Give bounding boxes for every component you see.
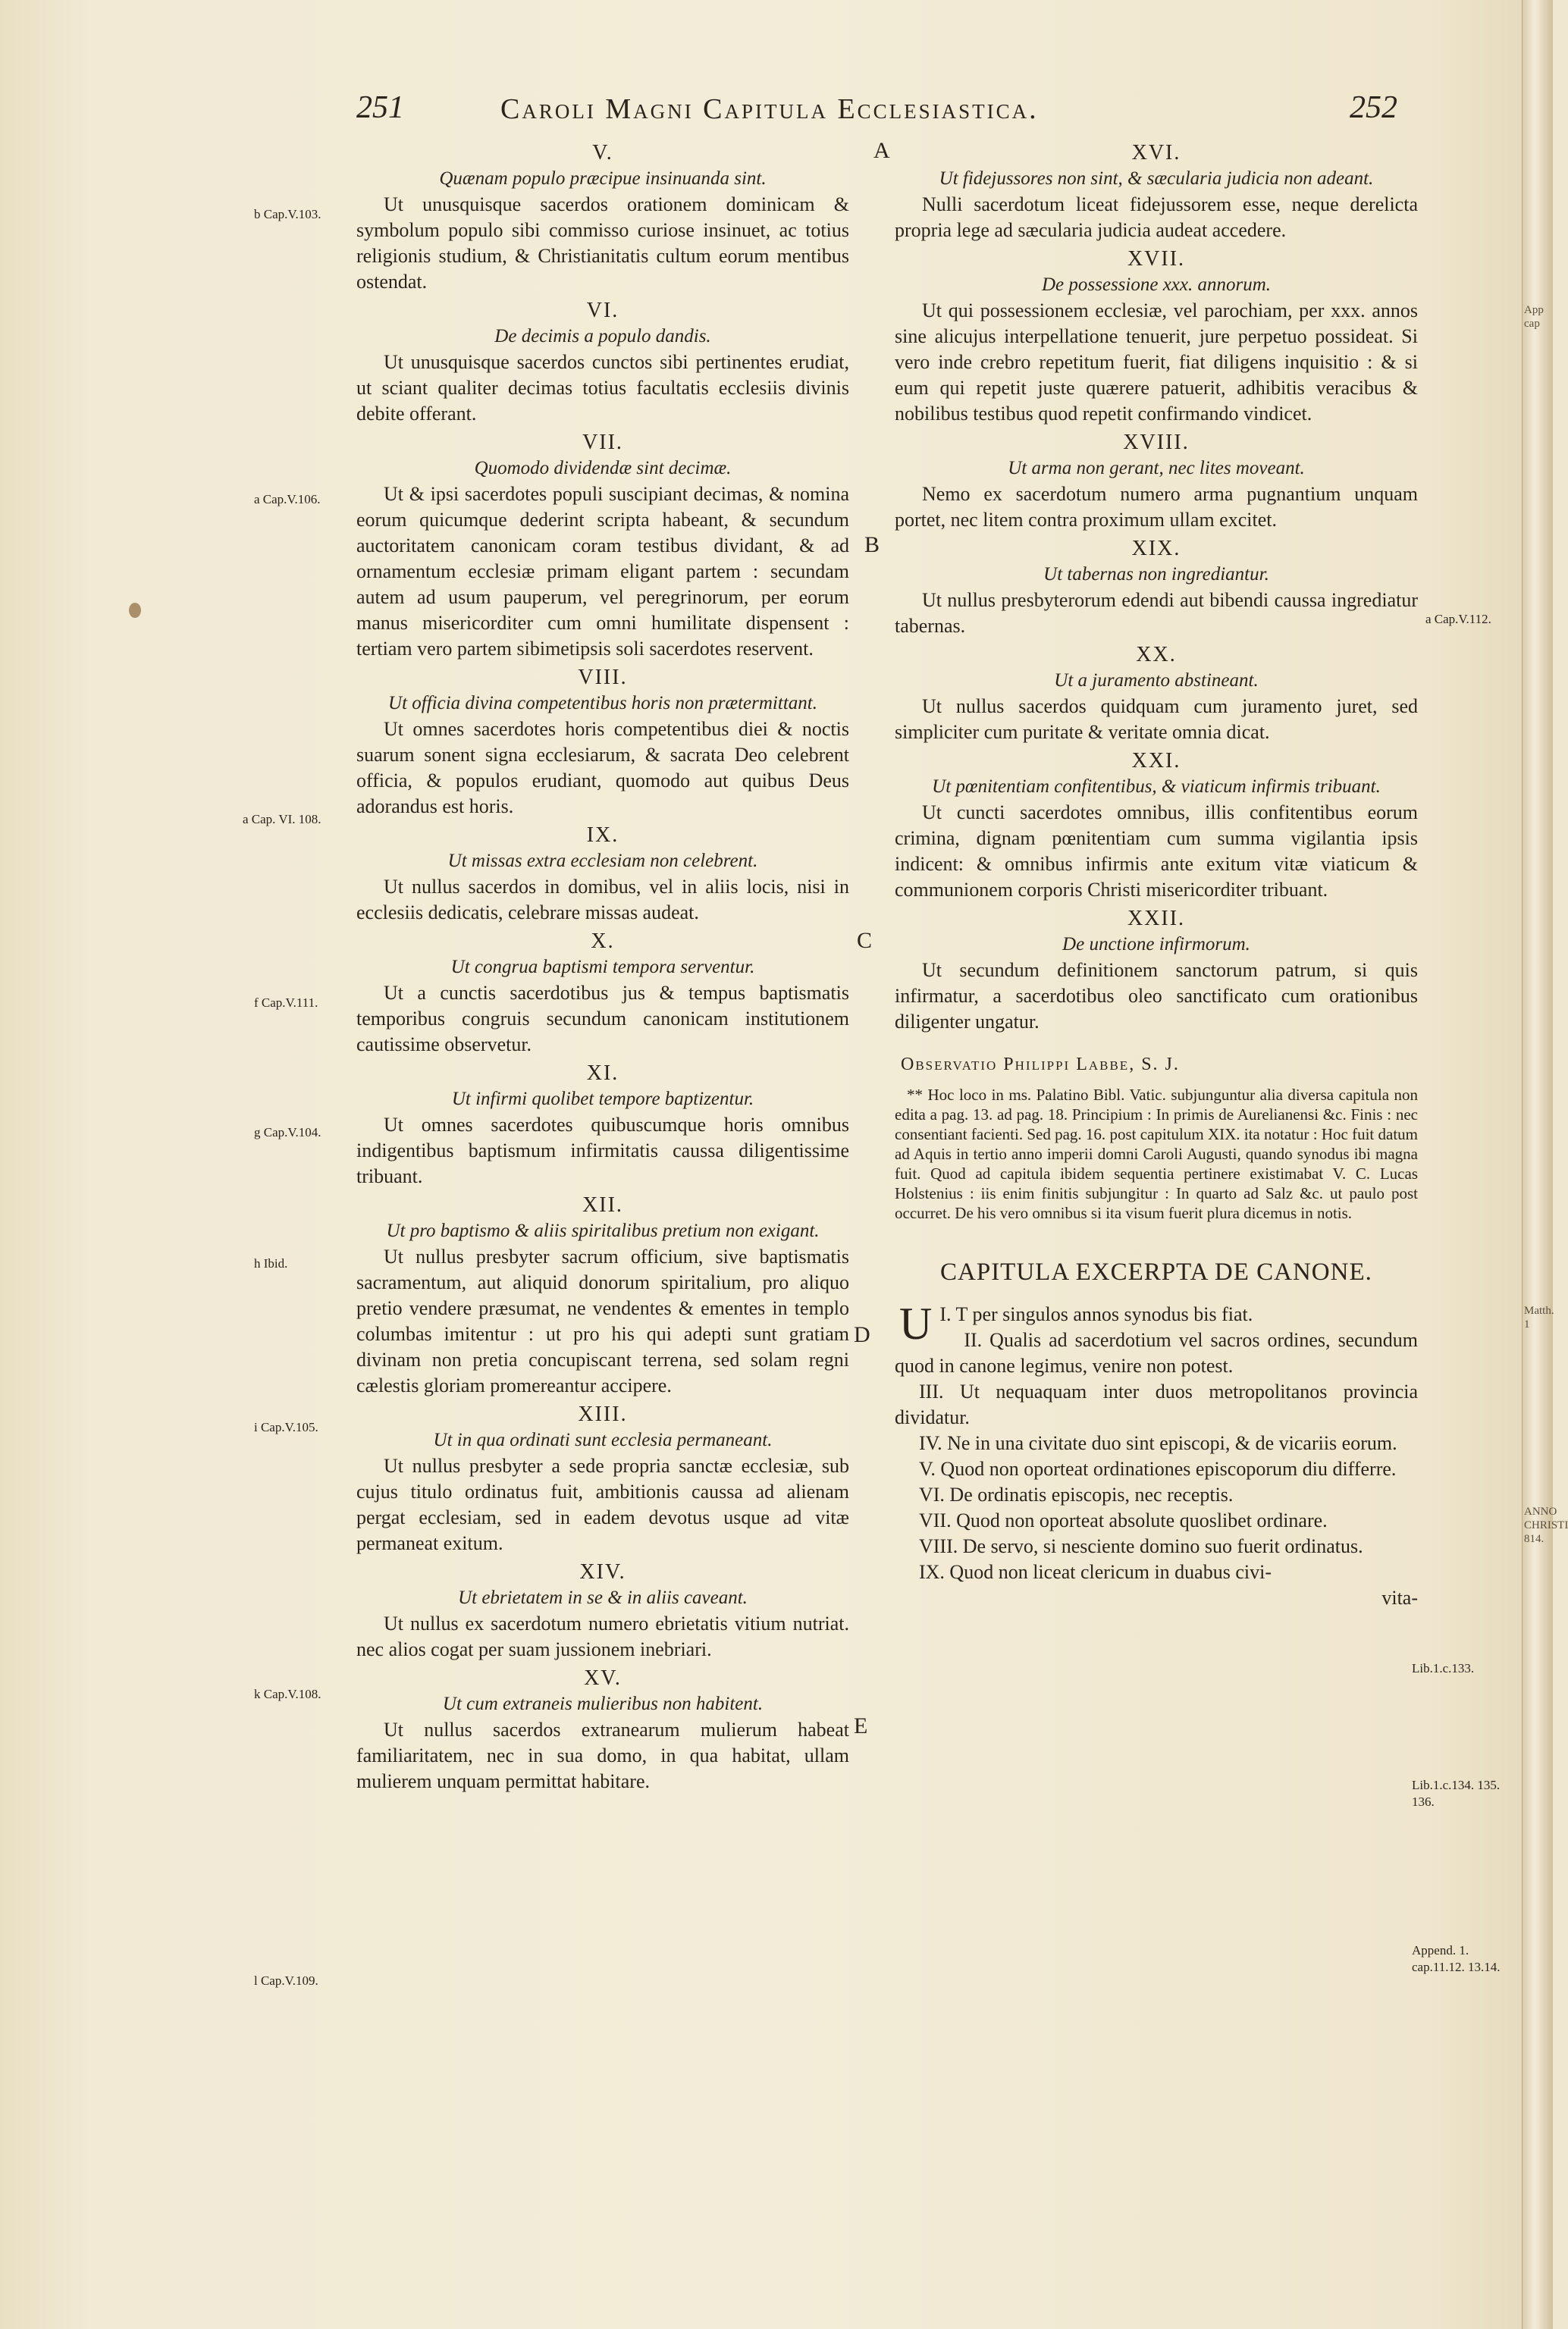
chapter-title: Ut a juramento abstineant. bbox=[1054, 670, 1259, 691]
excerpta-item: III. Ut nequaquam inter duos metropolitanos provincia dividatur. bbox=[895, 1381, 1418, 1428]
chapter-title: Ut officia divina competentibus horis non prætermittant. bbox=[388, 693, 817, 713]
chapter-number: XI. bbox=[586, 1061, 619, 1085]
margin-reference: a Cap. VI. 108. bbox=[243, 812, 321, 826]
chapter-viii bbox=[356, 665, 849, 820]
chapter-vi bbox=[356, 298, 849, 427]
excerpta-item: VI. De ordinatis episcopis, nec receptis. bbox=[919, 1484, 1234, 1506]
chapter-title: Quomodo dividendæ sint decimæ. bbox=[474, 458, 732, 478]
edge-fragment: ANNO CHRISTI 814. bbox=[1524, 1506, 1568, 1545]
chapter-title: Ut cum extraneis mulieribus non habitent. bbox=[442, 1694, 764, 1714]
excerpta-heading: CAPITULA EXCERPTA DE CANONE. bbox=[940, 1259, 1372, 1286]
section-letter-b: B bbox=[864, 532, 880, 557]
excerpta-list bbox=[895, 1299, 1418, 1611]
chapter-text: Ut nullus presbyterorum edendi aut bibendi caussa ingrediatur tabernas. bbox=[895, 589, 1418, 637]
margin-reference: b Cap.V.103. bbox=[254, 207, 321, 221]
chapter-text: Ut & ipsi sacerdotes populi suscipiant decimas, & nomina eorum quicumque dederint scripta habeant, & secundum auctoritatem canonicam coram testibus dividant, & ad ornamentum ecclesiæ primam eligant partem : secundam autem ad usum pauperum, vel peregrinorum, per eorum manus misericorditer cum omni humilitate dispensent : tertiam vero partem sibimetipsis soli sacerdotes reservent. bbox=[356, 483, 849, 660]
chapter-v bbox=[356, 140, 849, 295]
excerpta-item: VIII. De servo, si nesciente domino suo fuerit ordinatus. bbox=[919, 1535, 1363, 1557]
page-header bbox=[0, 89, 1553, 135]
chapter-number: XVI. bbox=[1131, 141, 1181, 165]
next-page-edge bbox=[1522, 0, 1568, 2329]
excerpta-item: IX. Quod non liceat clericum in duabus civi- bbox=[919, 1561, 1272, 1583]
margin-reference: i Cap.V.105. bbox=[254, 1420, 318, 1434]
excerpta-item: VII. Quod non oporteat absolute quoslibet ordinare. bbox=[919, 1509, 1328, 1531]
chapter-title: Quænam populo præcipue insinuanda sint. bbox=[439, 168, 767, 189]
chapter-xv bbox=[356, 1666, 849, 1795]
excerpta-item: IV. Ne in una civitate duo sint episcopi, & de vicariis eorum. bbox=[919, 1432, 1397, 1454]
chapter-number: V. bbox=[592, 141, 613, 165]
chapter-text: Ut nullus sacerdos extranearum mulierum habeat familiaritatem, nec in sua domo, in qua habitat, ullam mulierem unquam permittat habitare. bbox=[356, 1719, 849, 1792]
chapter-text: Nemo ex sacerdotum numero arma pugnantium unquam portet, nec litem contra proximum ullam excitet. bbox=[895, 483, 1418, 531]
catchword: vita- bbox=[1381, 1587, 1418, 1609]
excerpta-item: V. Quod non oporteat ordinationes episcoporum diu differre. bbox=[919, 1458, 1397, 1480]
chapter-xviii bbox=[895, 430, 1418, 533]
folio-number-right: 252 bbox=[1350, 90, 1397, 125]
chapter-xxi bbox=[895, 748, 1418, 903]
edge-fragment: App cap bbox=[1524, 304, 1544, 330]
chapter-text: Ut omnes sacerdotes horis competentibus diei & noctis suarum sonent signa ecclesiarum, & sacrata Deo celebrent officia, & populos erudiant, quomodo aut quibus Deus adorandus est horis. bbox=[356, 718, 849, 817]
margin-reference: l Cap.V.109. bbox=[254, 1973, 318, 1988]
chapter-number: XVIII. bbox=[1123, 431, 1190, 454]
chapter-text: Ut omnes sacerdotes quibuscumque horis omnibus indigentibus baptismum infirmitatis caussa diligentissime tribuant. bbox=[356, 1114, 849, 1187]
chapter-xiv bbox=[356, 1559, 849, 1663]
chapter-number: XIII. bbox=[578, 1403, 628, 1426]
chapter-number: XVII. bbox=[1127, 247, 1186, 271]
chapter-vii bbox=[356, 430, 849, 662]
chapter-ix bbox=[356, 823, 849, 926]
chapter-xxii bbox=[895, 906, 1418, 1035]
drop-capital: U bbox=[899, 1299, 933, 1349]
chapter-text: Nulli sacerdotum liceat fidejussorem esse, neque derelicta propria lege ad sæcularia judicia audeat accedere. bbox=[895, 193, 1418, 241]
section-letter-e: E bbox=[854, 1713, 868, 1738]
chapter-number: XX. bbox=[1136, 643, 1177, 666]
chapter-title: Ut pro baptismo & aliis spiritalibus pretium non exigant. bbox=[386, 1221, 820, 1241]
chapter-xii bbox=[356, 1193, 849, 1399]
chapter-text: Ut nullus sacerdos quidquam cum juramento juret, sed simpliciter cum puritate & veritate omnia dicat. bbox=[895, 695, 1418, 743]
margin-reference: a Cap.V.106. bbox=[254, 492, 321, 506]
folio-number-left: 251 bbox=[356, 90, 404, 125]
section-letter-d: D bbox=[854, 1322, 870, 1347]
chapter-title: Ut infirmi quolibet tempore baptizentur. bbox=[451, 1089, 754, 1109]
chapter-xvii bbox=[895, 246, 1418, 427]
section-letter-a: A bbox=[873, 138, 890, 163]
chapter-title: Ut ebrietatem in se & in aliis caveant. bbox=[458, 1588, 748, 1608]
chapter-text: Ut nullus presbyter sacrum officium, sive baptismatis sacramentum, aut aliquid donorum spiritalium, pro aliquo pretio vendere præsumat, ne vendentes & ementes in templo columbas imitentur : ut pro his qui adepti sunt gratiam divinam non pretia concupiscant terrena, sed solam regni cælestis gloriam promereantur accipere. bbox=[356, 1246, 849, 1396]
margin-reference: Lib.1.c.134. 135. 136. bbox=[1412, 1778, 1501, 1809]
margin-reference: k Cap.V.108. bbox=[254, 1687, 321, 1701]
margin-reference: h Ibid. bbox=[254, 1256, 288, 1271]
chapter-title: Ut pœnitentiam confitentibus, & viaticum infirmis tribuant. bbox=[932, 776, 1381, 797]
chapter-title: Ut in qua ordinati sunt ecclesia permaneant. bbox=[433, 1430, 773, 1450]
chapter-xix bbox=[895, 536, 1418, 639]
chapter-text: Ut a cunctis sacerdotibus jus & tempus baptismatis temporibus congruis secundum canonicam institutionem cautissime observetur. bbox=[356, 982, 849, 1055]
left-column bbox=[356, 140, 849, 1798]
chapter-xvi bbox=[895, 140, 1418, 243]
chapter-number: VII. bbox=[582, 431, 623, 454]
margin-reference: f Cap.V.111. bbox=[254, 995, 318, 1010]
ink-stain bbox=[129, 603, 141, 618]
chapter-number: XIV. bbox=[579, 1560, 626, 1584]
chapter-title: De unctione infirmorum. bbox=[1062, 934, 1250, 954]
chapter-title: De possessione xxx. annorum. bbox=[1041, 274, 1272, 295]
section-letter-c: C bbox=[857, 928, 873, 953]
chapter-title: De decimis a populo dandis. bbox=[494, 326, 711, 346]
chapter-number: IX. bbox=[586, 823, 619, 847]
excerpta-item: II. Qualis ad sacerdotium vel sacros ordines, secundum quod in canone legimus, venire non potest. bbox=[895, 1329, 1418, 1377]
margin-reference: Lib.1.c.133. bbox=[1412, 1661, 1475, 1675]
chapter-x bbox=[356, 929, 849, 1058]
chapter-number: XV. bbox=[584, 1666, 622, 1690]
chapter-text: Ut nullus presbyter a sede propria sanctæ ecclesiæ, sub cujus titulo ordinatus fuit, ambitionis caussa ad alienam pergat ecclesiam, sed in eadem devotus usque ad vitæ permaneat exitum. bbox=[356, 1455, 849, 1554]
chapter-text: Ut qui possessionem ecclesiæ, vel parochiam, per xxx. annos sine alicujus interpellatione tenuerit, jure perpetuo possideat. Si vero inde crebro repetitum fuerit, fiat diligens inquisitio : & si eum qui repetit juste quærere patuerit, adhibitis veracibus & nobilibus testibus quod repetit confirmando vindicet. bbox=[895, 299, 1418, 425]
chapter-xiii bbox=[356, 1402, 849, 1556]
chapter-number: X. bbox=[591, 929, 615, 953]
margin-reference: a Cap.V.112. bbox=[1425, 612, 1491, 626]
margin-reference: g Cap.V.104. bbox=[254, 1125, 321, 1139]
chapter-title: Ut fidejussores non sint, & sæcularia judicia non adeant. bbox=[939, 168, 1374, 189]
observatio-heading: Observatio Philippi Labbe, S. J. bbox=[901, 1055, 1180, 1074]
chapter-title: Ut arma non gerant, nec lites moveant. bbox=[1008, 458, 1305, 478]
chapter-number: XIX. bbox=[1131, 537, 1181, 560]
excerpta-item: U I. T per singulos annos synodus bis fiat. bbox=[899, 1299, 1253, 1349]
chapter-text: Ut cuncti sacerdotes omnibus, illis confitentibus eorum crimina, dignam pœnitentiam cum summa vigilantia ipsis indicent: & omnibus infirmis ante exitum vitæ viaticum & communionem corporis Christi misericorditer tribuant. bbox=[895, 801, 1418, 901]
right-column bbox=[895, 140, 1418, 1611]
chapter-text: Ut nullus sacerdos in domibus, vel in aliis locis, nisi in ecclesiis dedicatis, celebrare missas audeat. bbox=[356, 876, 849, 923]
chapter-text: Ut nullus ex sacerdotum numero ebrietatis vitium nutriat. nec alios cogat per suam jussionem inebriari. bbox=[356, 1613, 849, 1660]
running-title: Caroli Magni Capitula Ecclesiastica. bbox=[500, 93, 1039, 125]
chapter-text: Ut unusquisque sacerdos orationem dominicam & symbolum populo sibi commisso curiose insinuet, ac totius religionis studium, & Christianitatis cultum eorum mentibus ostendat. bbox=[356, 193, 849, 293]
chapter-number: VIII. bbox=[578, 666, 628, 689]
chapter-number: XXII. bbox=[1127, 907, 1186, 930]
chapter-text: Ut unusquisque sacerdos cunctos sibi pertinentes erudiat, ut sciant qualiter decimas totius facultatis ecclesiis divinis debite offerant. bbox=[356, 351, 849, 425]
chapter-number: XXI. bbox=[1131, 749, 1181, 773]
chapter-xi bbox=[356, 1061, 849, 1190]
chapter-title: Ut missas extra ecclesiam non celebrent. bbox=[447, 851, 758, 871]
chapter-title: Ut tabernas non ingrediantur. bbox=[1043, 564, 1269, 585]
chapter-number: VI. bbox=[586, 299, 619, 322]
chapter-text: Ut secundum definitionem sanctorum patrum, si quis infirmatur, a sacerdotibus oleo sanctificato cum orationibus diligenter ungatur. bbox=[895, 959, 1418, 1033]
edge-fragment: Matth. 1 bbox=[1524, 1305, 1554, 1331]
observatio-note: ** Hoc loco in ms. Palatino Bibl. Vatic. subjunguntur alia diversa capitula non edita a pag. 13. ad pag. 18. Principium : In primis de Aurelianensi &c. Finis : nec consentiant facienti. Sed pag. 16. post capitulum XIX. ita notatur : Hoc fuit datum ad Aquis in tertio anno imperii domni Caroli Augusti, quando synodus ibi magna fuit. Quod ad capitula ibidem sequentia pertinere existimabat V. C. Lucas Holstenius : iis enim finitis subjungitur : In quarto ad Salz &c. ut paulo post occurret. De his vero omnibus si ita visum fuerit plura dicemus in notis. bbox=[895, 1086, 1418, 1222]
chapter-title: Ut congrua baptismi tempora serventur. bbox=[450, 957, 755, 977]
chapter-number: XII. bbox=[582, 1193, 623, 1217]
margin-reference: Append. 1. cap.11.12. 13.14. bbox=[1412, 1943, 1501, 1974]
chapter-xx bbox=[895, 642, 1418, 745]
